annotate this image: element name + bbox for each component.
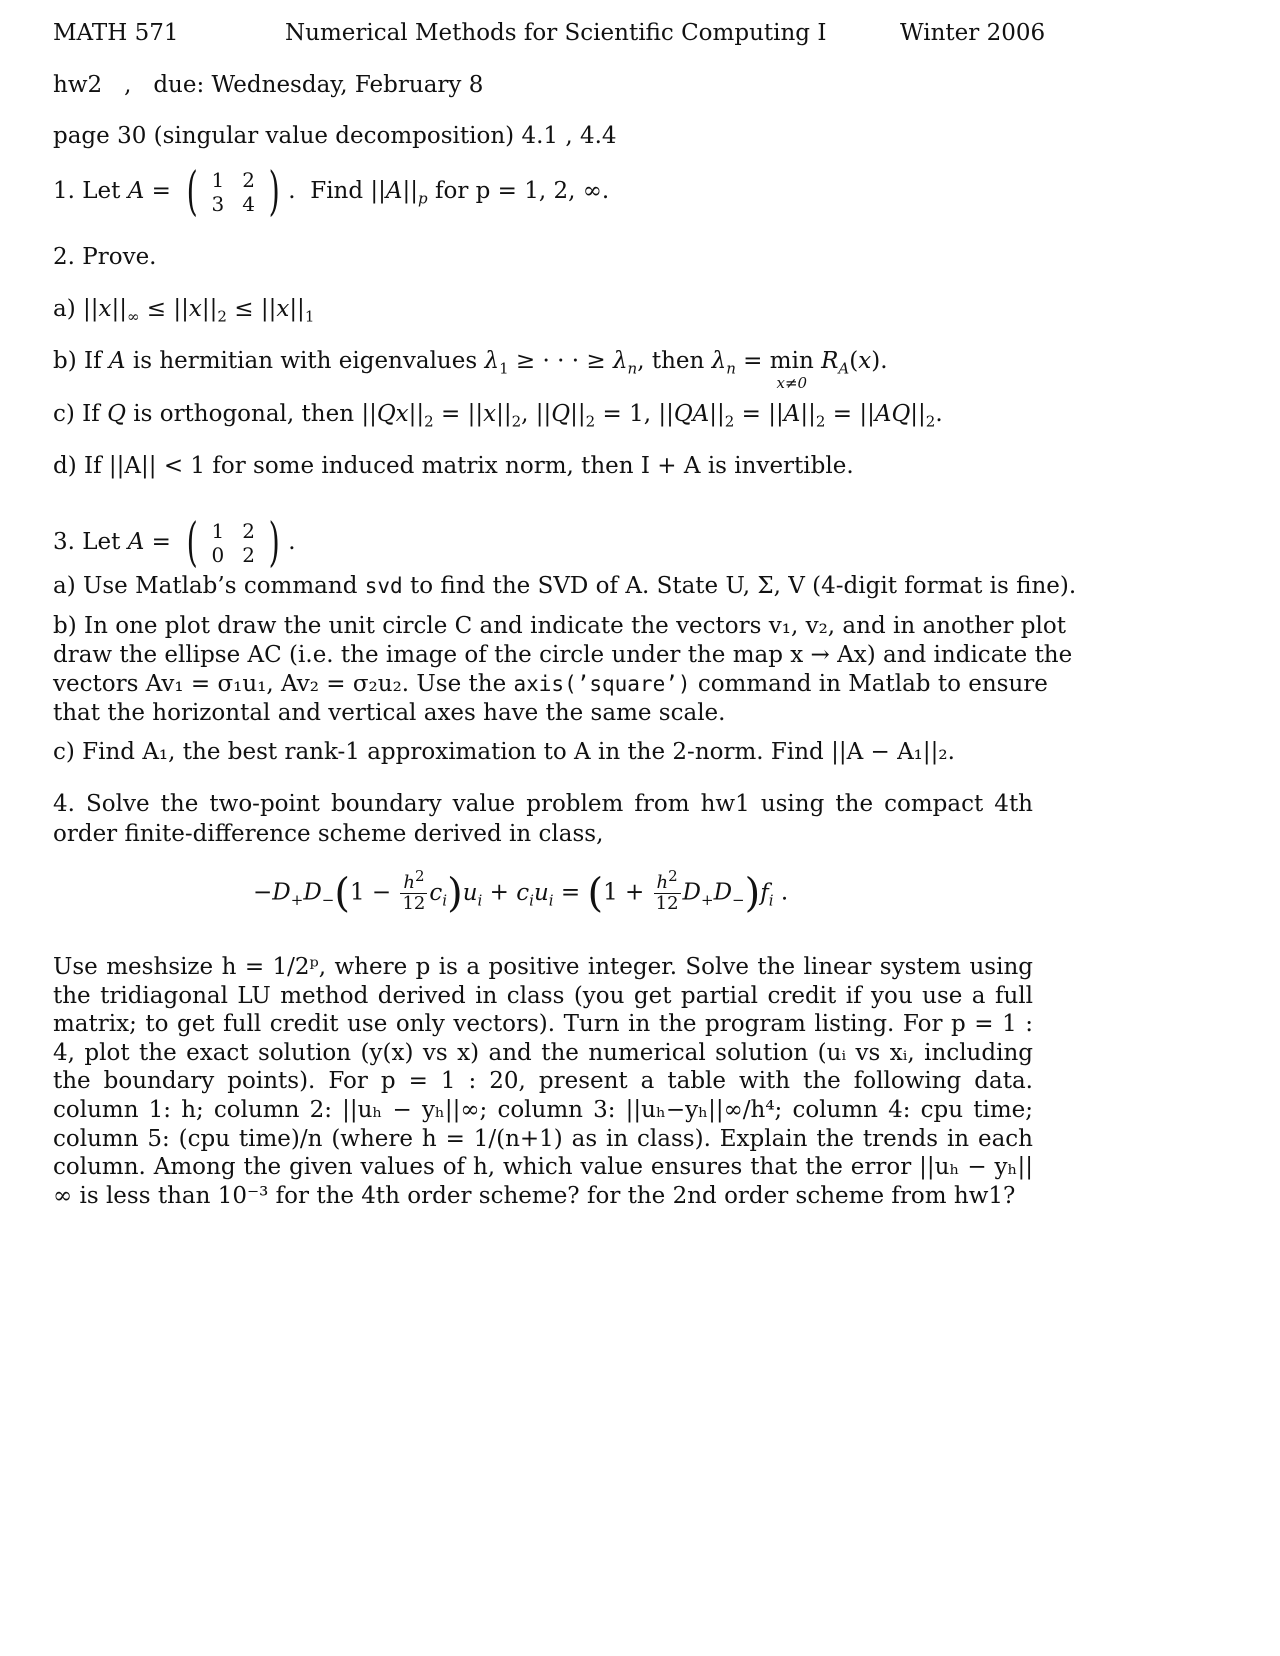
question-3b-line3: vectors Av₁ = σ₁u₁, Av₂ = σ₂u₂. Use the axis(’square’) command in Matlab to ensure (53, 671, 1048, 697)
assignment-label: hw2 (53, 72, 103, 98)
question-3b-line2: draw the ellipse AC (i.e. the image of the circle under the map x → Ax) and indicate the (53, 642, 1073, 668)
question-1: 1. Let A = ( 1 2 3 4 ) . Find $||A||_p$ for p = 1, 2, ∞. (53, 162, 610, 222)
question-3a: a) Use Matlab’s command svd to find the SVD of A. State U, Σ, V (4-digit format is fine). (53, 573, 1077, 599)
question-2d: d) If ||A|| < 1 for some induced matrix norm, then I + A is invertible. (53, 453, 854, 479)
question-3c: c) Find A₁, the best rank-1 approximation to A in the 2-norm. Find ||A − A₁||₂. (53, 739, 955, 765)
q1-tail: for p = 1, 2, ∞. (434, 178, 610, 204)
question-4-body: Use meshsize h = 1/2ᵖ, where p is a positive integer. Solve the linear system using the tridiagonal LU method derived in class (you get partial credit if you use a full matrix; to get full credit use only vectors). Turn in the program listing. For p = 1 : 4, plot the exact solution (y(x) vs x) and the numerical solution (uᵢ vs xᵢ, including the boundary points). For p = 1 : 20, present a table with the following data. column 1: h; column 2: ||uₕ − yₕ||∞; column 3: ||uₕ−yₕ||∞/h⁴; column 4: cpu time; column 5: (cpu time)/n (where h = 1/(n+1) as in class). Explain the trends in each column. Among the given values of h, which value ensures that the error ||uₕ − yₕ||∞ is less than 10⁻³ for the 4th order scheme? for the 2nd order scheme from hw1? (53, 954, 1033, 1209)
question-2b: b) If A is hermitian with eigenvalues $\lambda_1$ ≥ · · · ≥ $\lambda_n$, then $\lambda_n$ = min x≠0 $R_A(x)$. (53, 348, 888, 392)
assignment-line: hw2 , due: Wednesday, February 8 (53, 72, 484, 98)
matrix-q1: ( 1 2 3 4 ) (186, 162, 280, 222)
page-header (53, 18, 1046, 48)
course-title: Numerical Methods for Scientific Computing I (285, 20, 827, 46)
svd-command: svd (364, 574, 403, 598)
axis-command: axis(’square’) (513, 672, 691, 696)
reading-line: page 30 (singular value decomposition) 4.1 , 4.4 (53, 123, 617, 149)
question-3: 3. Let A = ( 1 2 0 2 ) . (53, 513, 296, 573)
document-page (53, 18, 1077, 1209)
question-2a: a) $||x||_\infty \le ||x||_2 \le ||x||_1$ (53, 296, 315, 326)
matrix-q3: ( 1 2 0 2 ) (186, 513, 280, 573)
question-2c: c) If Q is orthogonal, then $||Qx||_2 = ||x||_2$, $||Q||_2 = 1$, $||QA||_2 = ||A||_2 = ||AQ||_2$. (53, 401, 943, 431)
course-term: Winter 2006 (900, 20, 1046, 46)
question-4-intro: 4. Solve the two-point boundary value problem from hw1 using the compact 4th order finite-difference scheme derived in class, (53, 791, 1033, 847)
course-code: MATH 571 (53, 20, 179, 46)
due-date: due: Wednesday, February 8 (153, 72, 484, 98)
question-3b-line1: b) In one plot draw the unit circle C and indicate the vectors v₁, v₂, and in another plot (53, 613, 1066, 639)
question-3b-line4: that the horizontal and vertical axes have the same scale. (53, 700, 726, 726)
question-2-heading: 2. Prove. (53, 244, 157, 270)
scheme-equation: $-D_+D_-(1$ − $\frac{h^2}{12}$ $c_i)u_i + c_iu_i = (1$ + $\frac{h^2}{12}$ $D_+D_-)f_i$ . (253, 867, 789, 917)
